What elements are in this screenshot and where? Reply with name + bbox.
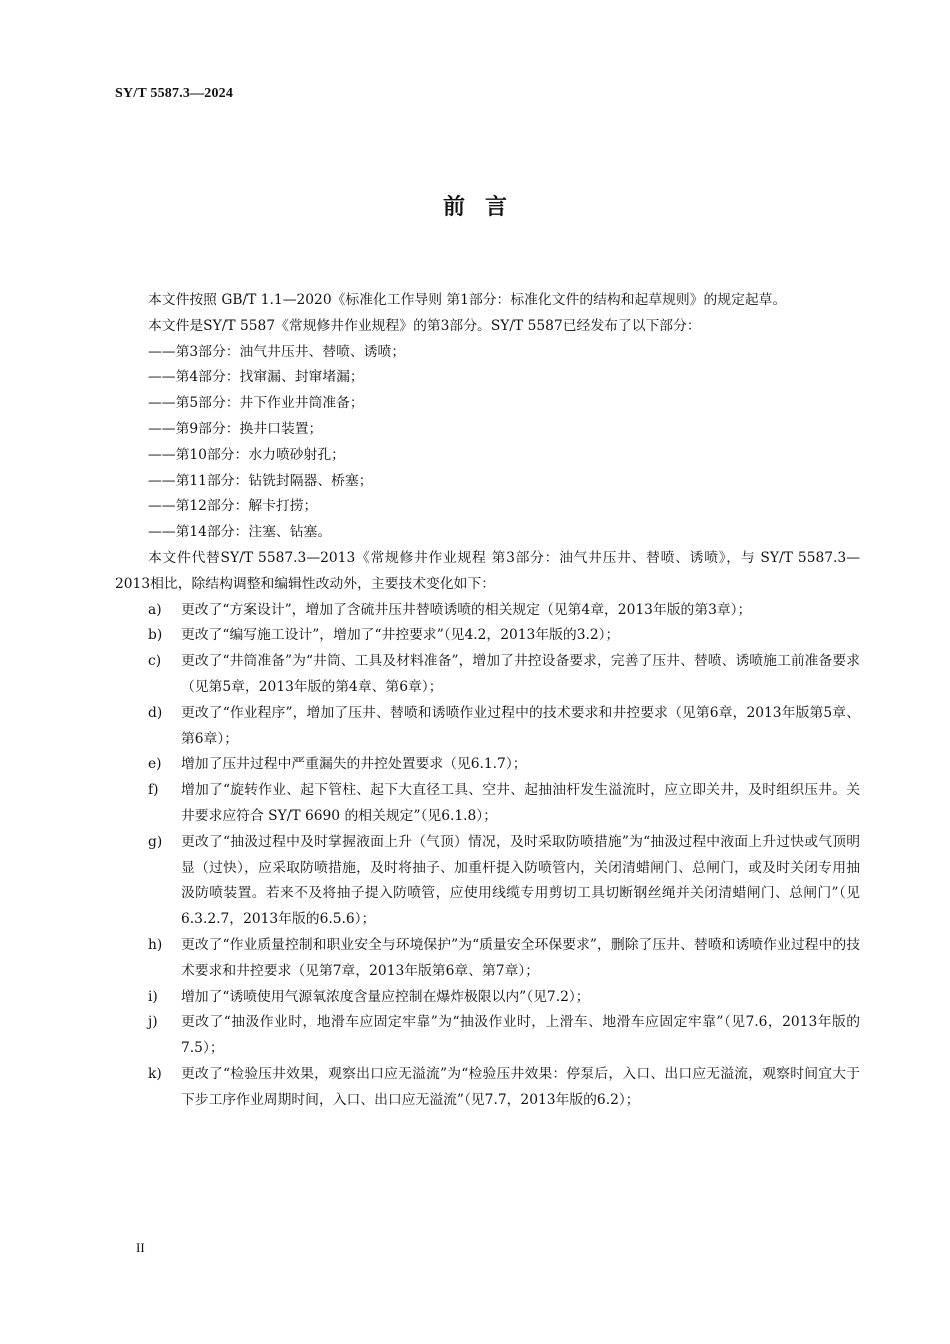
change-list-item <box>115 778 860 830</box>
change-list-item <box>115 623 860 649</box>
change-marker: h) <box>148 936 163 953</box>
change-list-item <box>115 985 860 1011</box>
part-list-item: ——第9部分：换井口装置； <box>148 420 323 437</box>
intro-paragraph-3: 本文件代替SY/T 5587.3—2013《常规修井作业规程 第3部分：油气井压井、替喷、诱喷》，与 SY/T 5587.3—2013相比，除结构调整和编辑性改动外，主要技术变化如下： <box>115 549 860 592</box>
part-list-item: ——第11部分：钻铣封隔器、桥塞； <box>148 472 373 489</box>
change-text: 更改了“抽汲过程中及时掌握液面上升（气顶）情况，及时采取防喷措施”为“抽汲过程中液面上升过快或气顶明显（过快），应采取防喷措施，及时将抽子、加重杆提入防喷管内，关闭清蜡闸门、总闸门，或及时关闭专用抽汲防喷装置。若来不及将抽子提入防喷管，应使用线缆专用剪切工具切断钢丝绳并关闭清蜡闸门、总闸门”（见6.3.2.7，2013年版的6.5.6）； <box>181 833 860 928</box>
page-number: II <box>136 1240 145 1255</box>
part-list-item: ——第10部分：水力喷砂射孔； <box>148 446 345 463</box>
change-text: 增加了压井过程中严重漏失的井控处置要求（见6.1.7）； <box>181 756 527 773</box>
change-marker: d) <box>148 704 163 721</box>
standard-code-header: SY/T 5587.3—2024 <box>115 86 234 101</box>
part-list-item: ——第12部分：解卡打捞； <box>148 498 318 515</box>
change-marker: b) <box>148 627 163 644</box>
change-marker: j) <box>148 1014 158 1031</box>
part-list-item: ——第3部分：油气井压井、替喷、诱喷； <box>148 343 406 360</box>
change-text: 更改了“编写施工设计”，增加了“井控要求”（见4.2，2013年版的3.2）； <box>181 627 620 644</box>
change-marker: i) <box>148 988 158 1005</box>
part-list-item: ——第14部分：注塞、钻塞。 <box>148 524 332 541</box>
change-list-item <box>115 598 860 624</box>
change-list-item <box>115 752 860 778</box>
change-list-item <box>115 1062 860 1114</box>
change-marker: a) <box>148 601 162 618</box>
intro-paragraph-2: 本文件是SY/T 5587《常规修井作业规程》的第3部分。SY/T 5587已经发布了以下部分： <box>148 317 701 334</box>
change-text: 增加了“诱喷使用气源氧浓度含量应控制在爆炸极限以内”（见7.2）； <box>181 988 590 1005</box>
intro-paragraph-1: 本文件按照 GB/T 1.1—2020《标准化工作导则 第1部分：标准化文件的结构和起草规则》的规定起草。 <box>148 292 787 308</box>
change-marker: k) <box>148 1065 162 1082</box>
change-text: 更改了“方案设计”，增加了含硫井压井替喷诱喷的相关规定（见第4章，2013年版的第3章）； <box>181 601 752 618</box>
part-list-item: ——第5部分：井下作业井筒准备； <box>148 395 364 412</box>
part-list-item: ——第4部分：找窜漏、封窜堵漏； <box>148 369 364 386</box>
change-text: 更改了“作业程序”，增加了压井、替喷和诱喷作业过程中的技术要求和井控要求（见第6章，2013年版第5章、第6章）； <box>181 704 860 747</box>
change-list-item <box>115 830 860 933</box>
change-text: 更改了“检验压井效果，观察出口应无溢流”为“检验压井效果：停泵后，入口、出口应无溢流，观察时间宜大于下步工序作业周期时间，入口、出口应无溢流”（见7.7，2013年版的6.2）； <box>181 1065 860 1108</box>
change-list-item <box>115 701 860 753</box>
change-text: 更改了“井筒准备”为“井筒、工具及材料准备”，增加了井控设备要求，完善了压井、替喷、诱喷施工前准备要求（见第5章，2013年版的第4章、第6章）； <box>181 653 860 695</box>
change-marker: f) <box>148 782 159 799</box>
document-body <box>115 288 860 1114</box>
change-text: 更改了“作业质量控制和职业安全与环境保护”为“质量安全环保要求”，删除了压井、替喷和诱喷作业过程中的技术要求和井控要求（见第7章，2013年版第6章、第7章）； <box>181 936 860 979</box>
change-list-item <box>115 649 860 701</box>
change-marker: e) <box>148 756 162 773</box>
change-marker: g) <box>148 833 163 850</box>
change-marker: c) <box>148 653 162 670</box>
page-title: 前言 <box>442 195 527 220</box>
change-text: 增加了“旋转作业、起下管柱、起下大直径工具、空井、起抽油杆发生溢流时，应立即关井，及时组织压井。关井要求应符合 SY/T 6690 的相关规定”（见6.1.8）； <box>181 782 860 824</box>
change-list-item <box>115 1010 860 1062</box>
change-list-item <box>115 933 860 985</box>
change-text: 更改了“抽汲作业时，地滑车应固定牢靠”为“抽汲作业时，上滑车、地滑车应固定牢靠”（见7.6，2013年版的7.5）； <box>181 1014 860 1057</box>
